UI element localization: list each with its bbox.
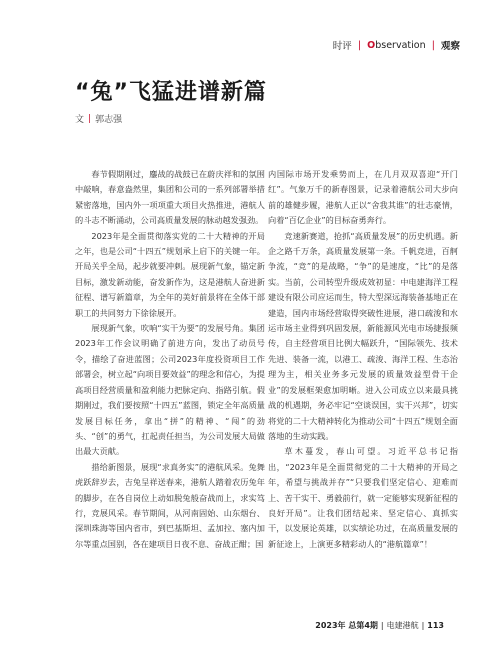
page-number: 113 [427, 621, 444, 630]
issue-info: 2023年 总第4期 [315, 621, 378, 630]
section-separator: | [357, 39, 362, 51]
section-separator-2: | [431, 39, 435, 51]
author-name: 郭志强 [95, 115, 123, 125]
paragraph: 春节假期刚过，鏖战的战鼓已在蔚庆祥和的氛围中敲响，春意盎然里，集团和公司的一系列部署举措紧密落地，国内外一项项重大项目火热推进，港航人的斗志不断涌动，公司高质量发展的脉动越发强劲。 [75, 169, 265, 226]
section-header [333, 38, 460, 52]
section-label-cn-2: 观察 [440, 41, 460, 52]
byline-label: 文 [75, 115, 85, 125]
footer-separator: | [380, 621, 384, 630]
article-title: “兔”飞猛进谱新篇 [75, 80, 267, 105]
paragraph: 展现新气象，吹响“实干为要”的发展号角。集团2023年工作会议明确了前进方向，发出了动员号令，描绘了奋进蓝图；公司2023年度投资项目工作部署会，树立起“向项目要效益”的理念和信心，为提高项目经营质量和盈利能力把脉定向、指路引航。假期刚过，我们要按照“十四五”蓝图，锁定全年高质量发展目标任务，拿出“拼”的精神、“闯”的劲头、“创”的勇气，扛起责任担当，为公司发展大局做出最大贡献。 [75, 323, 265, 457]
footer-separator-2: | [421, 621, 425, 630]
paragraph: 内国际市场开发乘势而上，在几月双双喜迎“开门红”。气象万千的新春图景，记录着港航公司大步向前的雄健步履，港航人正以“舍我其谁”的壮志豪情，向着“百亿企业”的目标奋勇奔行。 [268, 169, 458, 226]
article-column-left [75, 167, 265, 552]
byline-separator: | [88, 113, 92, 124]
article-column-right [268, 167, 458, 552]
page-footer [315, 620, 444, 631]
paragraph: 竞速新赛道，抢抓“高质量发展”的历史机遇。新企之路千万条，高质量发展第一条。千帆竞进，百舸争流，“竞”的是战略，“争”的是速度，“比”的是落实。当前，公司转型升级成效初显：中电建海洋工程建设有限公司应运而生，特大型深远海装备基地正在建造，国内市场经营取得突破性进展，港口疏浚和水运市场主业得到巩固发展，新能源风光电市场捷报频传，自主经营项目比例大幅跃升，“国际领先、技术先进、装备一流，以港工、疏浚、海洋工程、生态治理为主，相关业务多元发展的质量效益型骨干企业”的发展框架愈加明晰。进入公司成立以来最具挑战的机遇期，务必牢记“空谈误国，实干兴邦”，切实将党的二十大精神转化为推动公司“十四五”规划全面落地的生动实践。 [268, 230, 458, 441]
section-label-en [367, 40, 425, 51]
publication-name: 电建港航 [386, 621, 419, 630]
paragraph: 2023年是全面贯彻落实党的二十大精神的开局之年，也是公司“十四五”规划承上启下的关键一年。开局关乎全局，起步就要冲刺。展现新气象，锚定新目标，激发新动能，奋发新作为，这是港航人奋进新征程、谱写新篇章，为全年的美好前景将在全体干部职工的共同努力下徐徐展开。 [75, 230, 265, 318]
paragraph: 措给新图景，展现“求真务实”的港航风采。兔舞虎跃辞岁去，吉兔呈祥送春来，港航人踏着农历兔年的脚步，在各自岗位上动如脱兔般奋战而上，求实笃行，竞展风采。春节期间，从河南固始、山东烟台、深圳珠海等国内省市，到巴基斯坦、孟加拉、塞内加尔等重点国别，各在建项目日夜不息、奋战正酣；国 [75, 461, 265, 549]
byline [75, 112, 122, 125]
section-label-cn: 时评 [332, 41, 352, 52]
paragraph: 草木蔓发，春山可望。习近平总书记指出，“2023年是全面贯彻党的二十大精神的开局之年，希望与挑战并存”“只要我们坚定信心、迎难而上、苦干实干、勇毅前行，就一定能够实现新征程的良好开局”。让我们团结起来、坚定信心、真抓实干，以发展论英雄，以实绩论功过，在高质量发展的新征途上，上演更多精彩动人的“港航篇章”！ [268, 446, 458, 549]
section-label-en-rest: bservation [375, 39, 426, 51]
section-label-en-initial: O [367, 39, 376, 51]
